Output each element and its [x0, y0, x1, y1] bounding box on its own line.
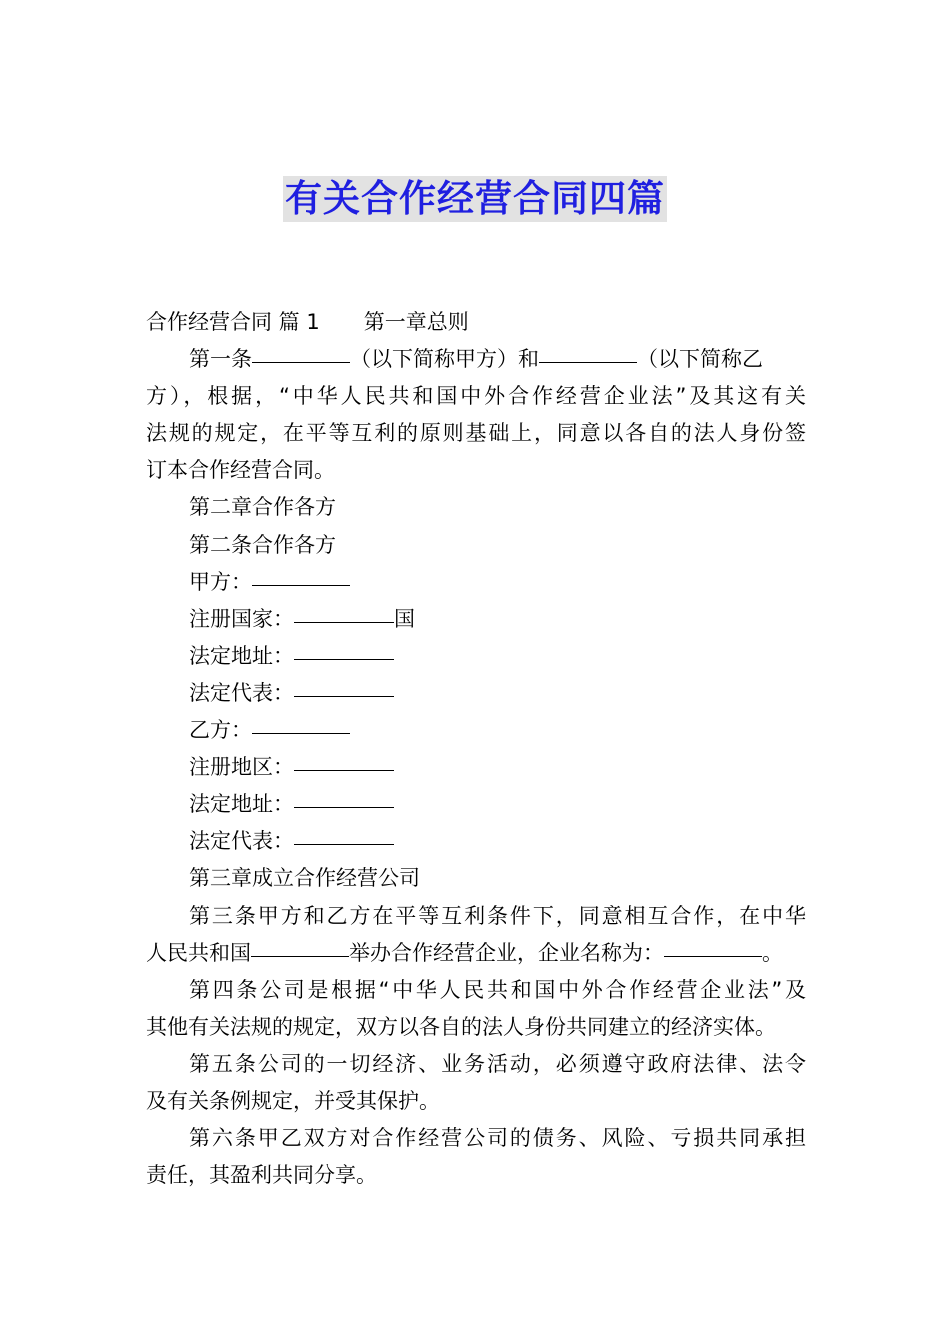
- chapter-2-heading: 第二章合作各方: [189, 495, 336, 520]
- article-3-text: 举办合作经营企业，企业名称为：: [349, 940, 664, 965]
- blank-party-a-rep: [294, 695, 394, 697]
- article-1-line-3: 法规的规定，在平等互利的原则基础上，同意以各自的法人身份签: [146, 421, 806, 446]
- article-3-text: 。: [762, 940, 783, 965]
- blank-company-name: [664, 955, 762, 957]
- blank-party-b-address: [294, 806, 394, 808]
- party-b-address-label: 法定地址：: [189, 792, 294, 817]
- blank-party-b-region: [294, 769, 394, 771]
- blank-party-a: [252, 584, 350, 586]
- document-body: [146, 304, 806, 1194]
- party-a-address-line: [146, 638, 806, 675]
- article-4-line-2: 其他有关法规的规定，双方以各自的法人身份共同建立的经济实体。: [146, 1014, 776, 1039]
- title-container: [0, 176, 950, 222]
- party-a-country-label: 注册国家：: [189, 606, 294, 631]
- party-a-label: 甲方：: [189, 569, 252, 594]
- blank-party-a-country: [294, 621, 394, 623]
- party-a-country-line: [146, 601, 806, 638]
- section-heading-line: [146, 304, 806, 341]
- article-3-line-1: 第三条甲方和乙方在平等互利条件下，同意相互合作，在中华: [189, 903, 806, 928]
- blank-party-b-rep: [294, 843, 394, 845]
- document-title: 有关合作经营合同四篇: [285, 177, 665, 220]
- article-5-line-1: 第五条公司的一切经济、业务活动，必须遵守政府法律、法令: [189, 1051, 806, 1076]
- article-5-line-2: 及有关条例规定，并受其保护。: [146, 1088, 440, 1113]
- party-b-region-label: 注册地区：: [189, 755, 294, 780]
- party-b-line: [146, 712, 806, 749]
- article-6-line-1: 第六条甲乙双方对合作经营公司的债务、风险、亏损共同承担: [189, 1126, 806, 1151]
- article-1-line-1: [146, 341, 806, 378]
- article-3-text: 人民共和国: [146, 940, 251, 965]
- blank-location: [251, 955, 349, 957]
- article-1-text: 第一条: [189, 347, 252, 372]
- party-a-rep-line: [146, 675, 806, 712]
- blank-party-a-address: [294, 658, 394, 660]
- article-1-line-4: 订本合作经营合同。: [146, 458, 335, 483]
- article-4-line-1: 第四条公司是根据“中华人民共和国中外合作经营企业法”及: [189, 977, 806, 1002]
- country-suffix: 国: [394, 606, 415, 631]
- blank-party-b: [252, 732, 350, 734]
- article-2-heading: 第二条合作各方: [189, 532, 336, 557]
- party-a-address-label: 法定地址：: [189, 643, 294, 668]
- party-a-rep-label: 法定代表：: [189, 680, 294, 705]
- party-b-region-line: [146, 749, 806, 786]
- article-1-text: （以下简称甲方）和: [350, 347, 539, 372]
- party-b-address-line: [146, 786, 806, 823]
- part-heading: 合作经营合同 篇 1: [146, 310, 320, 334]
- party-b-rep-line: [146, 823, 806, 860]
- party-b-rep-label: 法定代表：: [189, 829, 294, 854]
- chapter-3-heading: 第三章成立合作经营公司: [189, 866, 420, 891]
- blank-party-a-name: [252, 361, 350, 363]
- party-b-label: 乙方：: [189, 718, 252, 743]
- blank-party-b-name: [539, 361, 637, 363]
- article-6-line-2: 责任，其盈利共同分享。: [146, 1163, 377, 1188]
- party-a-line: [146, 564, 806, 601]
- article-1-line-2: 方），根据，“中华人民共和国中外合作经营企业法”及其这有关: [146, 384, 806, 409]
- chapter-1-heading: 第一章总则: [363, 310, 469, 334]
- article-3-line-2: [146, 935, 806, 972]
- article-1-text: （以下简称乙: [637, 347, 763, 372]
